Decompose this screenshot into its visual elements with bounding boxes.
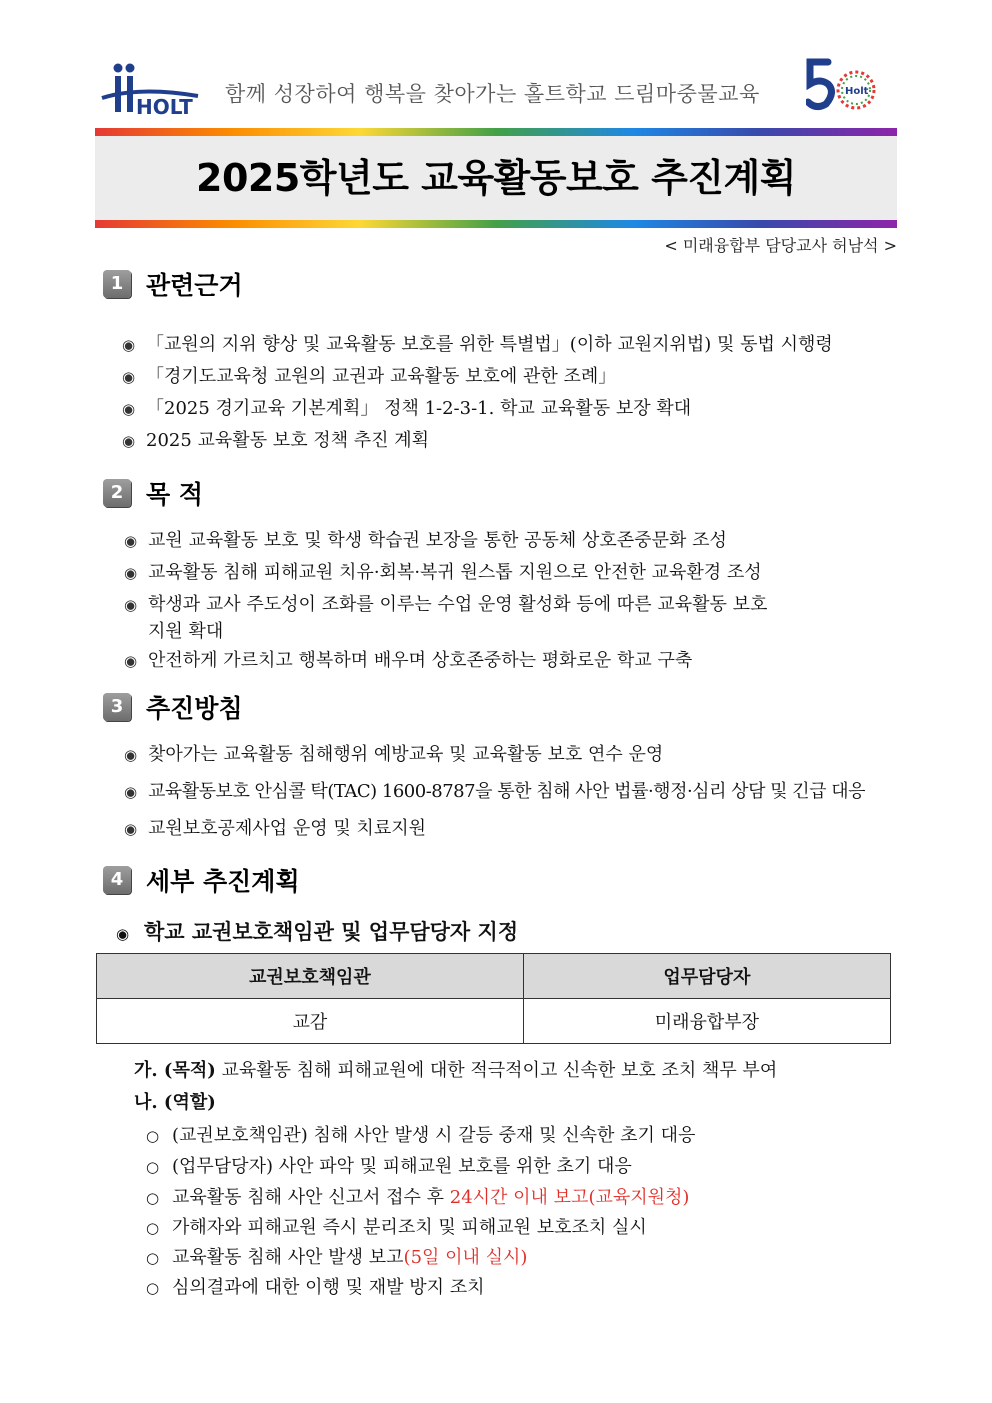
table-header-cell: 교권보호책임관 bbox=[97, 954, 524, 999]
section-4-number: 4 bbox=[103, 866, 131, 894]
role-item: ○ 가해자와 피해교원 즉시 분리조치 및 피해교원 보호조치 실시 bbox=[146, 1217, 647, 1238]
policy-item: ◉ 교육활동보호 안심콜 탁(TAC) 1600-8787을 통한 침해 사안 법률·행정·심리 상담 및 긴급 대응 bbox=[124, 781, 866, 802]
policy-item: ◉ 교원보호공제사업 운영 및 치료지원 bbox=[124, 818, 426, 839]
table-header-row bbox=[97, 954, 891, 999]
section-3-number: 3 bbox=[103, 693, 131, 721]
section-3-title: 추진방침 bbox=[146, 694, 243, 723]
author-line: < 미래융합부 담당교사 허남석 > bbox=[664, 236, 897, 255]
logo-right-text: Holt bbox=[845, 86, 869, 97]
50th-anniversary-logo bbox=[806, 58, 878, 114]
section-2-title: 목 적 bbox=[146, 480, 204, 509]
section-1-number: 1 bbox=[103, 270, 131, 298]
basis-item: ◉ 「경기도교육청 교원의 교권과 교육활동 보호에 관한 조례」 bbox=[122, 366, 617, 387]
table-row bbox=[97, 999, 891, 1044]
role-item: ○ 교육활동 침해 사안 발생 보고(5일 이내 실시) bbox=[146, 1247, 528, 1268]
role-item: ○ 교육활동 침해 사안 신고서 접수 후 24시간 이내 보고(교육지원청) bbox=[146, 1187, 690, 1208]
purpose-line: 가. (목적) 교육활동 침해 피해교원에 대한 적극적이고 신속한 보호 조치 책무 부여 bbox=[134, 1060, 778, 1081]
table-cell: 교감 bbox=[97, 999, 524, 1044]
basis-item: ◉ 「2025 경기교육 기본계획」 정책 1-2-3-1. 학교 교육활동 보장 확대 bbox=[122, 398, 692, 419]
purpose-item-continued: 지원 확대 bbox=[148, 621, 224, 642]
basis-item: ◉ 2025 교육활동 보호 정책 추진 계획 bbox=[122, 430, 430, 451]
designation-subheading: ◉ 학교 교권보호책임관 및 업무담당자 지정 bbox=[116, 919, 519, 944]
responsibility-table bbox=[96, 953, 891, 1044]
policy-item: ◉ 찾아가는 교육활동 침해행위 예방교육 및 교육활동 보호 연수 운영 bbox=[124, 744, 664, 765]
basis-item: ◉ 「교원의 지위 향상 및 교육활동 보호를 위한 특별법」(이하 교원지위법) 및 동법 시행령 bbox=[122, 334, 833, 355]
role-item: ○ (교권보호책임관) 침해 사안 발생 시 갈등 중재 및 신속한 초기 대응 bbox=[146, 1125, 696, 1146]
document-title: 2025학년도 교육활동보호 추진계획 bbox=[196, 156, 796, 200]
table-header-cell: 업무담당자 bbox=[523, 954, 890, 999]
role-item: ○ (업무담당자) 사안 파악 및 피해교원 보호를 위한 초기 대응 bbox=[146, 1156, 632, 1177]
rainbow-rule-top bbox=[95, 128, 897, 136]
section-4-title: 세부 추진계획 bbox=[146, 867, 300, 896]
table-cell: 미래융합부장 bbox=[523, 999, 890, 1044]
rainbow-rule-bottom bbox=[95, 220, 897, 228]
role-item: ○ 심의결과에 대한 이행 및 재발 방지 조치 bbox=[146, 1277, 485, 1298]
purpose-item: ◉ 교육활동 침해 피해교원 치유·회복·복귀 원스톱 지원으로 안전한 교육환경 조성 bbox=[124, 562, 762, 583]
purpose-item: ◉ 안전하게 가르치고 행복하며 배우며 상호존중하는 평화로운 학교 구축 bbox=[124, 650, 693, 671]
logo-left-text: HOLT bbox=[136, 95, 193, 116]
purpose-item: ◉ 교원 교육활동 보호 및 학생 학습권 보장을 통한 공동체 상호존중문화 조성 bbox=[124, 530, 727, 551]
school-motto: 함께 성장하여 행복을 찾아가는 홀트학교 드림마중물교육 bbox=[225, 82, 760, 106]
holt-logo bbox=[100, 62, 200, 116]
role-heading: 나. (역할) bbox=[134, 1092, 216, 1113]
section-2-number: 2 bbox=[103, 479, 131, 507]
purpose-item: ◉ 학생과 교사 주도성이 조화를 이루는 수업 운영 활성화 등에 따른 교육활동 보호 bbox=[124, 594, 768, 615]
section-1-title: 관련근거 bbox=[146, 271, 243, 300]
